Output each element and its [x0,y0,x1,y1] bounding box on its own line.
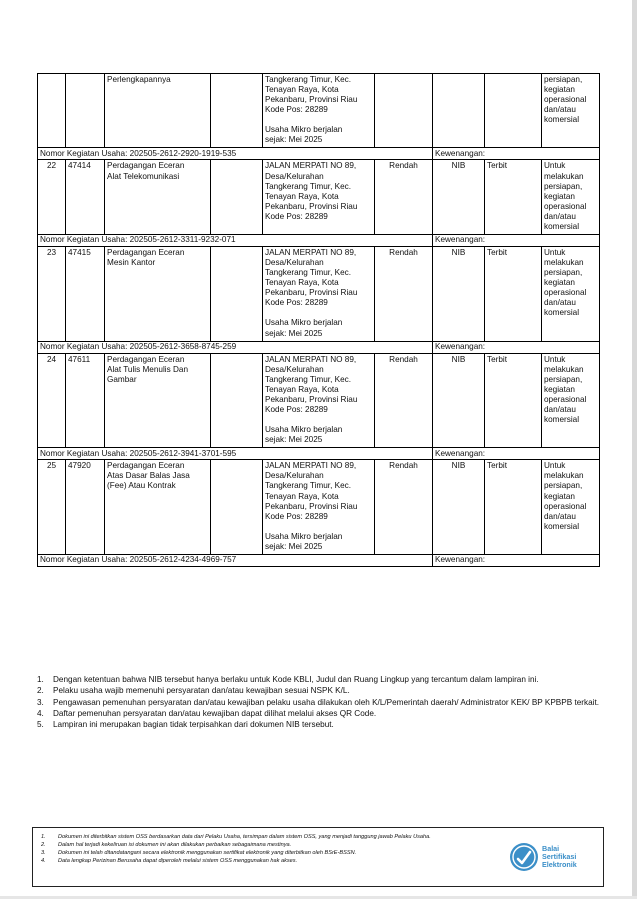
purpose [542,353,600,448]
footer-note-text: Data lengkap Perizinan Berusaha dapat diperoleh melalui sistem OSS menggunakan hak akses. [58,857,298,864]
text-line: komersial [544,415,580,425]
location [263,247,375,342]
bsre-logo-icon [509,842,539,872]
kewenangan: Kewenangan: [433,235,600,247]
note-number: 3. [37,697,44,707]
footer-note-number: 2. [41,841,46,848]
logo-line-2: Sertifikasi [542,852,577,862]
text-line: Gambar [107,374,137,384]
footer-note-text: Dokumen ini telah ditandatangani secara elektronik menggunakan sertifikat elektronik yang diterbitkan oleh BSrE-BSSN. [58,849,357,856]
nomor-kegiatan: Nomor Kegiatan Usaha: 202505-2612-2920-1919-535 [38,148,433,160]
text-line: komersial [544,115,580,125]
nomor-kegiatan: Nomor Kegiatan Usaha: 202505-2612-4234-4969-757 [38,554,433,566]
text-line: operasional [544,95,587,105]
text-line: Tenayan Raya, Kota [265,491,339,501]
text-line: Desa/Kelurahan [265,171,324,181]
text-line: Untuk [544,161,566,171]
footer-note-item [41,834,511,842]
footer-note-number: 4. [41,857,46,864]
text-line: Alat Telekomunikasi [107,171,180,181]
text-line: Pekanbaru, Provinsi Riau [265,201,358,211]
text-line: Kode Pos: 28289 [265,211,328,221]
cell [485,74,542,148]
footer-note-text: Dokumen ini diterbitkan sistem OSS berdasarkan data dari Pelaku Usaha, tersimpan dalam sistem OSS, yang menjadi tanggung jawab Pelaku Usaha. [58,834,431,840]
nomor-row [38,148,600,160]
note-number: 4. [37,708,44,718]
text-line: persiapan, [544,181,583,191]
text-line: Untuk [544,354,566,364]
note-number: 2. [37,686,44,696]
text-line: (Fee) Atau Kontrak [107,481,176,491]
kbli-table-body [38,74,600,567]
kewenangan: Kewenangan: [433,341,600,353]
blank-cell [211,247,263,342]
kegiatan-name [105,460,211,555]
note-item [37,686,600,696]
note-item [37,675,600,685]
text-line: Usaha Mikro berjalan [265,125,343,135]
footer-note-item [41,858,511,866]
text-line: Tenayan Raya, Kota [265,191,339,201]
nomor-row [38,341,600,353]
text-line: dan/atau [544,405,576,415]
nomor-kegiatan: Nomor Kegiatan Usaha: 202505-2612-3658-8745-259 [38,341,433,353]
location [263,160,375,235]
bsre-logo-text [542,845,577,869]
cell [66,74,105,148]
text-line: JALAN MERPATI NO 89, [265,461,357,471]
footer-note-number: 1. [41,834,46,840]
text-line: Pekanbaru, Provinsi Riau [265,394,358,404]
text-line: dan/atau [544,298,576,308]
text-line: Perdagangan Eceran [107,461,185,471]
location [263,74,375,148]
text-line: kegiatan [544,191,575,201]
text-line: Pekanbaru, Provinsi Riau [265,288,358,298]
note-item [37,709,600,719]
page-edge-shadow [632,0,637,899]
footer-box [32,827,604,887]
text-line: Desa/Kelurahan [265,258,324,268]
line-gap [265,308,372,318]
text-line: sejak: Mei 2025 [265,435,323,445]
cell [433,74,485,148]
text-line: Tangkerang Timur, Kec. [265,374,352,384]
line-gap [265,115,372,125]
license-status: Terbit [485,160,542,235]
footer-note-item [41,842,511,850]
kbli-code: 47414 [66,160,105,235]
text-line: melakukan [544,258,584,268]
blank-cell [211,460,263,555]
text-line: dan/atau [544,105,576,115]
text-line: melakukan [544,364,584,374]
text-line: Kode Pos: 28289 [265,105,328,115]
risk-level: Rendah [375,247,433,342]
text-line: operasional [544,201,587,211]
blank-cell [211,353,263,448]
text-line: kegiatan [544,278,575,288]
location [263,353,375,448]
text-line: Perdagangan Eceran [107,354,185,364]
text-line: Kode Pos: 28289 [265,298,328,308]
text-line: persiapan, [544,75,583,84]
table-row [38,247,600,342]
text-line: persiapan, [544,374,583,384]
text-line: Tenayan Raya, Kota [265,384,339,394]
kbli-table [37,73,600,567]
text-line: komersial [544,521,580,531]
text-line: persiapan, [544,268,583,278]
note-text: Pelaku usaha wajib memenuhi persyaratan dan/atau kewajiban sesuai NSPK K/L. [53,686,350,696]
license-status: Terbit [485,247,542,342]
text-line: Desa/Kelurahan [265,471,324,481]
table-row [38,160,600,235]
text-line: komersial [544,308,580,318]
text-line: dan/atau [544,211,576,221]
text-line: Tangkerang Timur, Kec. [265,75,352,84]
license-status: Terbit [485,353,542,448]
text-line: Desa/Kelurahan [265,364,324,374]
text-line: Tangkerang Timur, Kec. [265,481,352,491]
text-line: Untuk [544,461,566,471]
notes-list [37,675,600,731]
cell [211,74,263,148]
note-number: 5. [37,720,44,729]
logo-line-3: Elektronik [542,859,577,869]
table-row-continued [38,74,600,148]
note-text: Dengan ketentuan bahwa NIB tersebut hanya berlaku untuk Kode KBLI, Judul dan Ruang Lingkup yang tercantum dalam lampiran ini. [53,675,539,684]
line-gap [265,522,372,532]
note-text: Daftar pemenuhan persyaratan dan/atau kewajiban dapat dilihat melalui akses QR Code. [53,708,377,718]
text-line: Tenayan Raya, Kota [265,85,339,95]
text-line: sejak: Mei 2025 [265,135,323,145]
kbli-code: 47920 [66,460,105,555]
text-line: JALAN MERPATI NO 89, [265,248,357,258]
text-line: Usaha Mikro berjalan [265,425,343,435]
text-line: Tenayan Raya, Kota [265,278,339,288]
kegiatan-name [105,247,211,342]
text-line: Untuk [544,248,566,258]
text-line: Perlengkapannya [107,75,171,84]
risk-level: Rendah [375,160,433,235]
row-number: 22 [38,160,66,235]
text-line: kegiatan [544,384,575,394]
text-line: JALAN MERPATI NO 89, [265,354,357,364]
text-line: Pekanbaru, Provinsi Riau [265,501,358,511]
note-text: Pengawasan pemenuhan persyaratan dan/atau kewajiban pelaku usaha dilakukan oleh K/L/Pemerintah daerah/ Administrator KEK/ BP KPBPB terkait. [53,697,600,707]
text-line: Perdagangan Eceran [107,248,185,258]
location [263,460,375,555]
blank-cell [211,160,263,235]
logo-line-1: Balai [542,844,560,854]
table-row [38,353,600,448]
purpose [542,247,600,342]
license-type: NIB [433,353,485,448]
text-line: Kode Pos: 28289 [265,405,328,415]
bsre-logo [509,840,599,874]
row-number: 23 [38,247,66,342]
footer-note-item [41,850,511,858]
text-line: operasional [544,501,587,511]
note-item [37,698,600,708]
text-line: Alat Tulis Menulis Dan [107,364,188,374]
kewenangan: Kewenangan: [433,448,600,460]
text-line: kegiatan [544,491,575,501]
cell [38,74,66,148]
purpose [542,460,600,555]
kegiatan-name [105,353,211,448]
table-row [38,460,600,555]
note-number: 1. [37,675,44,684]
license-type: NIB [433,160,485,235]
kegiatan-name [105,74,211,148]
kegiatan-name [105,160,211,235]
kbli-code: 47611 [66,353,105,448]
text-line: persiapan, [544,481,583,491]
text-line: Tangkerang Timur, Kec. [265,181,352,191]
text-line: dan/atau [544,511,576,521]
text-line: Mesin Kantor [107,258,156,268]
row-number: 25 [38,460,66,555]
license-status: Terbit [485,460,542,555]
nomor-row [38,448,600,460]
text-line: melakukan [544,171,584,181]
footer-note-number: 3. [41,849,46,856]
footer-note-text: Dalam hal terjadi kekeliruan isi dokumen ini akan dilakukan perbaikan sebagaimana mestinya. [58,841,292,848]
risk-level: Rendah [375,460,433,555]
text-line: komersial [544,221,580,231]
text-line: sejak: Mei 2025 [265,541,323,551]
kbli-code: 47415 [66,247,105,342]
text-line: Usaha Mikro berjalan [265,531,343,541]
text-line: Usaha Mikro berjalan [265,318,343,328]
purpose [542,160,600,235]
text-line: sejak: Mei 2025 [265,328,323,338]
risk-level: Rendah [375,353,433,448]
text-line: JALAN MERPATI NO 89, [265,161,357,171]
text-line: Tangkerang Timur, Kec. [265,268,352,278]
cell [375,74,433,148]
note-text: Lampiran ini merupakan bagian tidak terpisahkan dari dokumen NIB tersebut. [53,720,334,729]
kewenangan: Kewenangan: [433,148,600,160]
license-type: NIB [433,460,485,555]
footer-notes [41,834,511,866]
nomor-kegiatan: Nomor Kegiatan Usaha: 202505-2612-3941-3701-595 [38,448,433,460]
nomor-row [38,235,600,247]
text-line: Perdagangan Eceran [107,161,185,171]
note-item [37,720,600,730]
license-type: NIB [433,247,485,342]
row-number: 24 [38,353,66,448]
text-line: Kode Pos: 28289 [265,511,328,521]
kewenangan: Kewenangan: [433,554,600,566]
line-gap [265,415,372,425]
text-line: kegiatan [544,85,575,95]
text-line: operasional [544,394,587,404]
nomor-row [38,554,600,566]
text-line: Atas Dasar Balas Jasa [107,471,190,481]
text-line: melakukan [544,471,584,481]
nomor-kegiatan: Nomor Kegiatan Usaha: 202505-2612-3311-9232-071 [38,235,433,247]
purpose [542,74,600,148]
text-line: Pekanbaru, Provinsi Riau [265,95,358,105]
text-line: operasional [544,288,587,298]
